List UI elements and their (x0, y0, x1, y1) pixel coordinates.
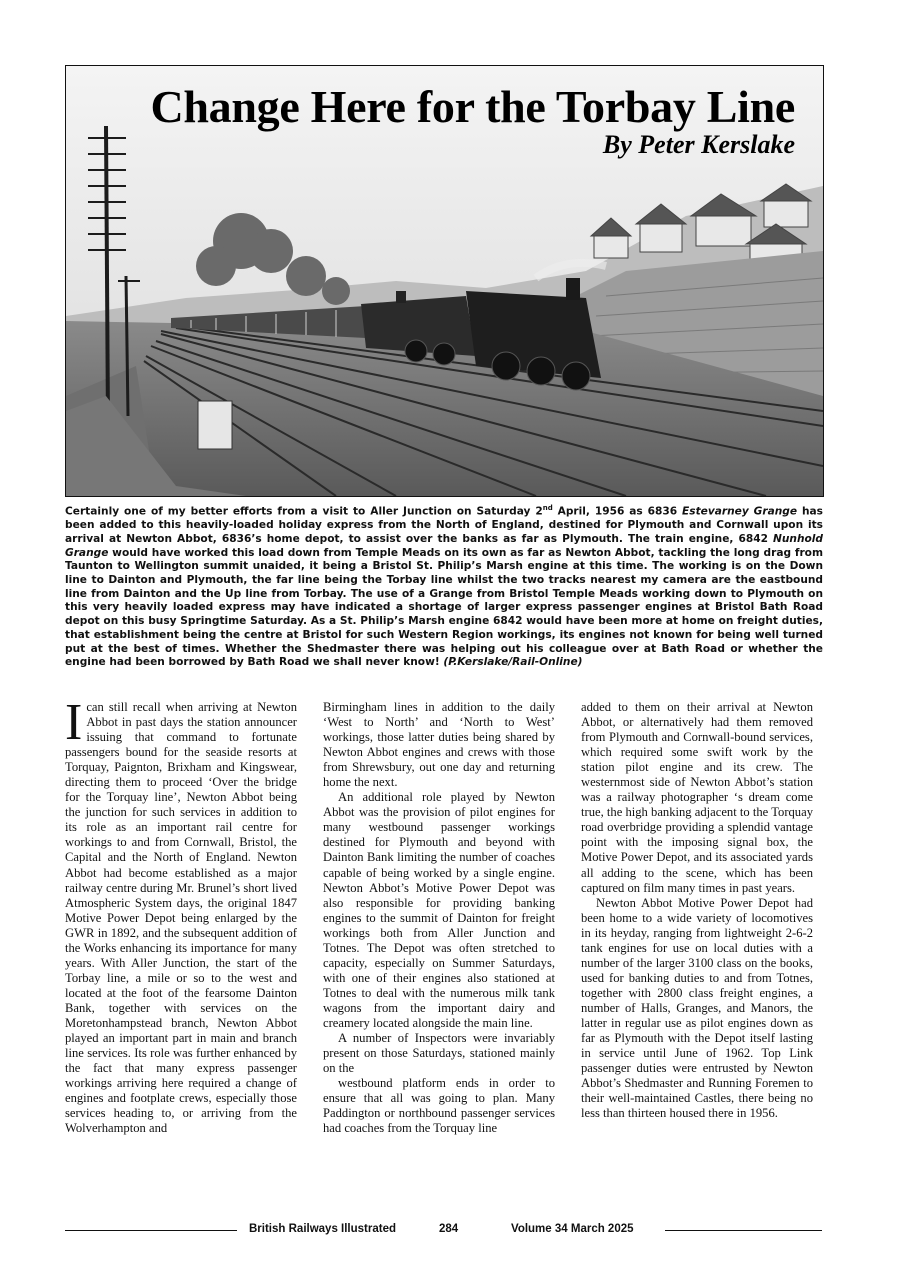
body-paragraph: added to them on their arrival at Newton Abbot, or alternatively had them removed from Plymouth and Cornwall-bound services, which required some swift work by the station pilot engine and its crew. The westernmost side of Newton Abbot’s station was a railway photographer ‘s dream come true, the high banking adjacent to the Torquay road overbridge providing a splendid vantage point with the imposing signal box, the Motive Power Depot, and its associated yards all adding to the scene, which has been captured on film many times in past years. (581, 700, 813, 895)
body-column-3 (581, 700, 813, 1121)
page-title: Change Here for the Torbay Line (150, 81, 795, 132)
body-column-1 (65, 694, 297, 1136)
issue-info: Volume 34 March 2025 (511, 1223, 634, 1235)
caption-locomotive-1: Estevarney Grange (682, 505, 798, 518)
body-column-2 (323, 700, 555, 1136)
body-paragraph: A number of Inspectors were invariably present on those Saturdays, stationed mainly on the (323, 1031, 555, 1076)
caption-text-2: April, 1956 as 6836 (552, 505, 683, 518)
drop-cap: I (65, 694, 83, 751)
page-footer (65, 1223, 822, 1239)
body-paragraph (65, 694, 297, 1136)
caption-text-1: Certainly one of my better efforts from a visit to Aller Junction on Saturday 2 (65, 505, 543, 518)
body-paragraph: An additional role played by Newton Abbot was the provision of pilot engines for many westbound passenger workings destined for Plymouth and beyond with Dainton Bank limiting the number of coaches capable of being worked by a single engine. Newton Abbot’s Motive Power Depot was also responsible for providing banking engines to the summit of Dainton for freight workings both from Aller Junction and Totnes. The Depot was often stretched to capacity, especially on Summer Saturdays, with one of their engines also stationed at Totnes to deal with the numerous milk tank wagons from the important dairy and creamery located alongside the main line. (323, 790, 555, 1030)
body-paragraph: Birmingham lines in addition to the daily ‘West to North’ and ‘North to West’ workings, those latter duties being shared by Newton Abbot engines and crews with those from Shrewsbury, out one day and returning home the next. (323, 700, 555, 790)
author-byline: By Peter Kerslake (602, 130, 795, 159)
caption-text-3: has been added to this heavily-loaded holiday express from the North of England, destined for Plymouth and Cornwall upon its arrival at Newton Abbot, 6836’s home depot, to assist over the banks as far as Plymouth. The train engine, 6842 (65, 505, 823, 545)
footer-rule-left (65, 1230, 237, 1231)
footer-rule-right (665, 1230, 822, 1231)
caption-locomotive-2: Nunhold Grange (65, 532, 823, 559)
caption-ordinal: nd (542, 504, 553, 512)
photo-caption (65, 502, 823, 670)
page-number: 284 (439, 1223, 459, 1235)
paragraph-text: can still recall when arriving at Newton Abbot in past days the station announcer issuing that command to fortunate passengers bound for the seaside resorts at Torquay, Paignton, Brixham and Kingswear, directing them to proceed ‘Over the bridge for the Torquay line’, Newton Abbot being the junction for such services in addition to its role as an important rail centre for workings to and from Cornwall, Bristol, the Capital and the North of England. Newton Abbot had become established as a major railway centre during Mr. Brunel’s short lived Atmospheric System days, the original 1847 Motive Power Depot being enlarged by the GWR in 1892, and the subsequent addition of the Works enhancing its importance for many years. With Aller Junction, the start of the Torbay line, a mile or so to the west and located at the foot of the fearsome Dainton Bank, together with services on the Moretonhampstead branch, Newton Abbot played an important part in main and branch line services. Its role was further enhanced by the fact that many express passenger workings arriving here required a change of engines and footplate crews, especially those services heading to, or arriving from the Wolverhampton and (65, 700, 297, 1136)
body-paragraph: Newton Abbot Motive Power Depot had been home to a wide variety of locomotives in its heyday, ranging from lightweight 2-6-2 tank engines for use on local duties with a number of the larger 3100 class on the books, used for banking duties to and from Totnes, together with 2800 class freight engines, a number of Halls, Granges, and Manors, the latter in regular use as pilot engines down as far as Plymouth with the Depot itself lasting in service until June of 1962. Top Link passenger duties were entrusted by Newton Abbot’s Shedmaster and Running Foremen to their well-maintained Castles, there being no less than thirteen housed there in 1956. (581, 895, 813, 1121)
lineside-hut (198, 401, 232, 449)
article-photo (65, 65, 824, 497)
body-paragraph: westbound platform ends in order to ensure that all was going to plan. Many Paddington or northbound passenger services had coaches from the Torquay line (323, 1076, 555, 1136)
caption-text-4: would have worked this load down from Temple Meads on its own as far as Newton Abbot, tackling the long drag from Taunton to Wellington summit unaided, it being a Bristol St. Philip’s Marsh engine at this time. The working is on the Down line to Dainton and Plymouth, the far line being the Torbay line whilst the two tracks nearest my camera are the eastbound line from Dainton and the Up line from Torbay. The use of a Grange from Bristol Temple Meads working down to Plymouth on this very heavily loaded express may have indicated a shortage of larger express passenger engines at Bristol Bath Road depot on this busy Springtime Saturday. As a St. Philip’s Marsh engine 6842 would have been more at home on freight duties, that establishment being the centre at Bristol for such Western Region workings, its engines not known for being well turned put at the best of times. Whether the Shedmaster there was helping out his colleague over at Bath Road or whether the engine had been borrowed by Bath Road we shall never know! (65, 546, 823, 669)
photo-credit: (P.Kerslake/Rail-Online) (443, 656, 583, 669)
publication-name: British Railways Illustrated (249, 1223, 396, 1235)
